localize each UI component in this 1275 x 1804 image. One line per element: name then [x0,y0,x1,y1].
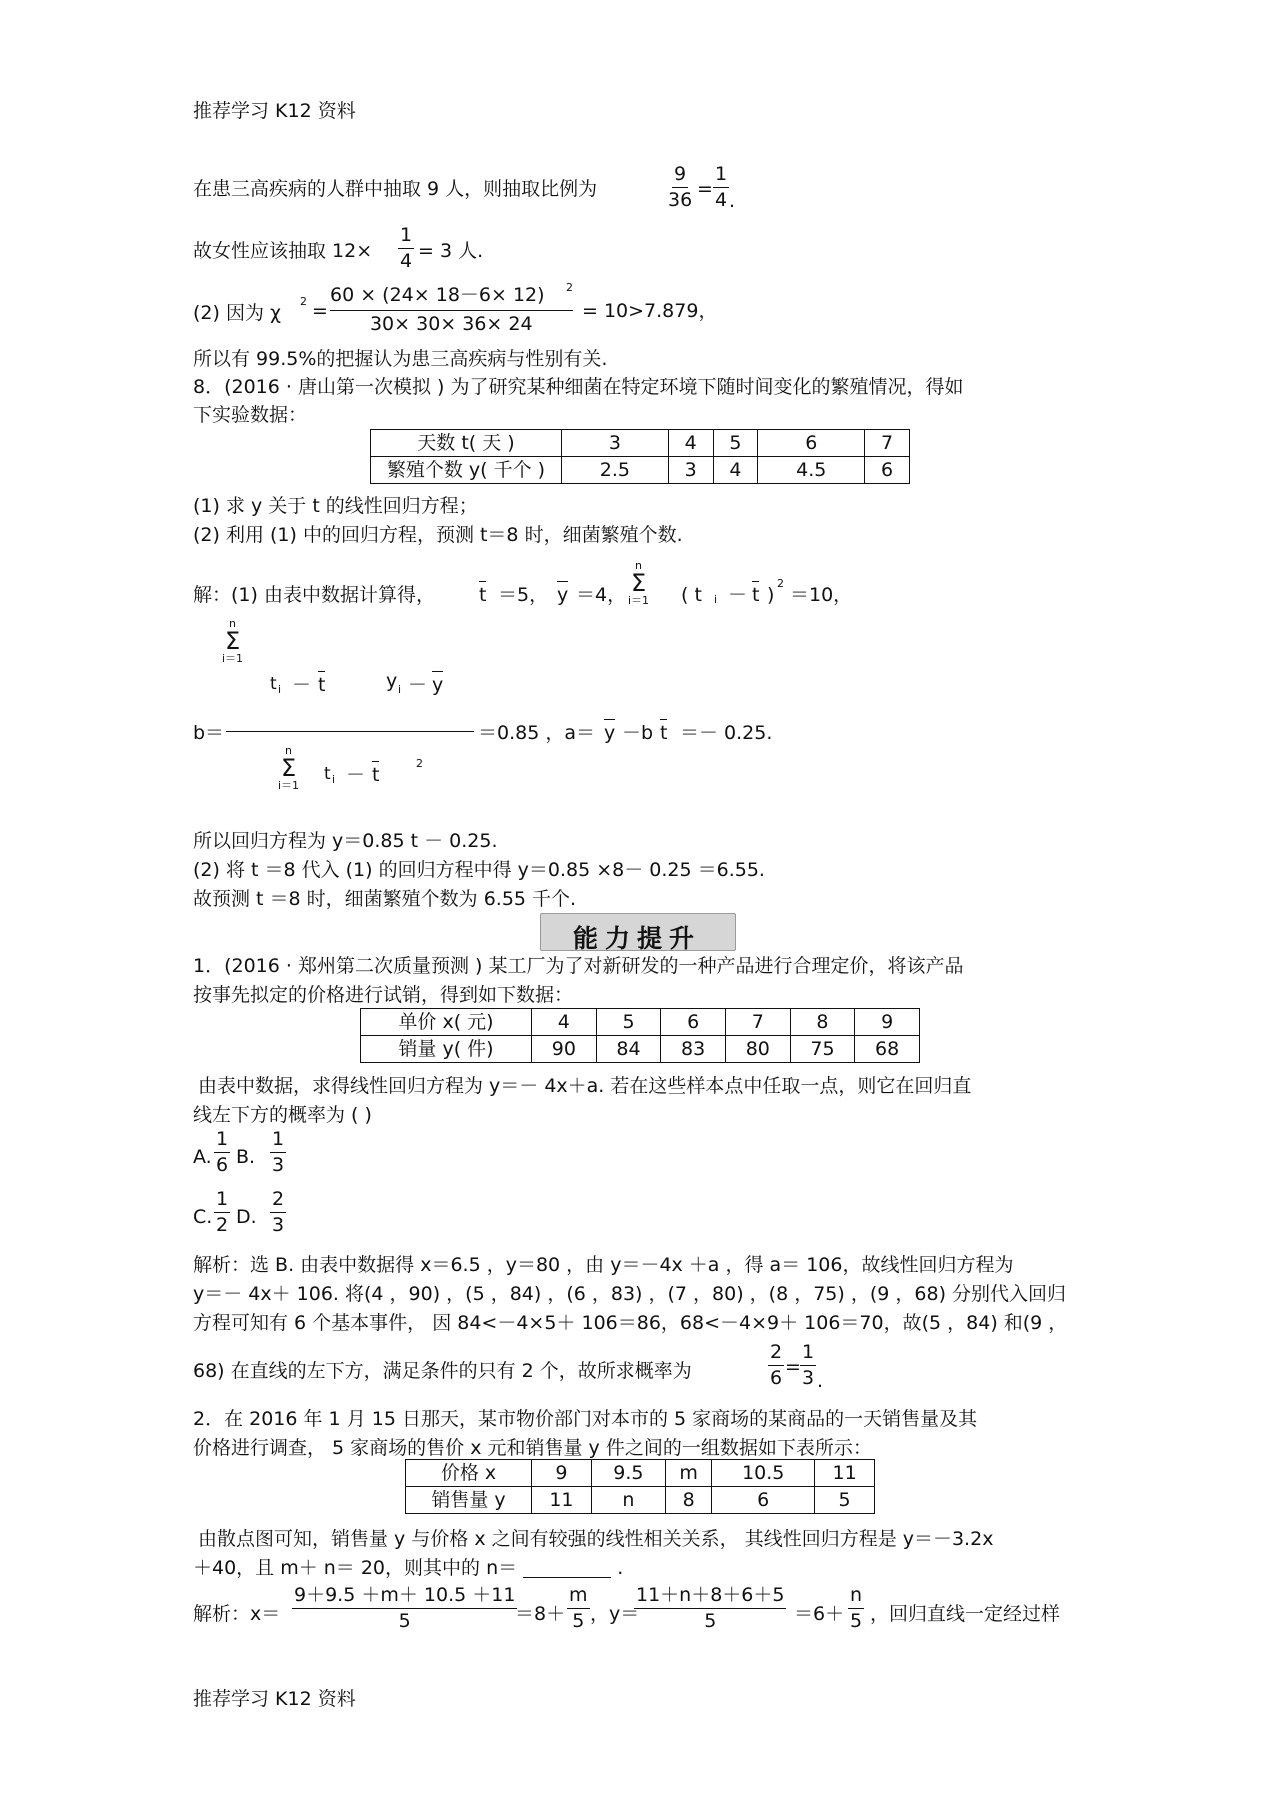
text-line: (2) 将 t ＝8 代入 (1) 的回归方程中得 y＝0.85 ×8－ 0.25 ＝6.55. [193,859,765,881]
subscript: i [398,683,402,696]
table-row [406,1487,875,1514]
text-span: ＋40，且 m＋ n＝ 20，则其中的 n＝ [193,1557,518,1579]
formula-term: y [386,670,398,692]
text-line: ＝6＋ [794,1603,845,1625]
y-bar: y [604,722,616,744]
t-bar: t [318,674,326,696]
table-cell: 7 [865,430,910,457]
numerator: n [848,1586,864,1609]
table-cell: 84 [596,1036,661,1063]
denominator: 2 [216,1214,229,1236]
table-cell: 90 [532,1036,597,1063]
fraction [848,1586,864,1631]
table-cell: 4 [532,1009,597,1036]
text-line: ＝4， [576,584,627,606]
numerator: 11＋n＋8＋6＋5 [634,1586,786,1609]
numerator: 1 [270,1130,286,1153]
text-line: 线左下方的概率为 ( ) [193,1104,372,1126]
superscript: 2 [300,295,307,308]
formula-term: t [324,764,331,784]
subscript: i [714,593,718,606]
period: . [617,1557,624,1579]
table-cell: 9 [855,1009,920,1036]
table-header-cell: 天数 t( 天 ) [371,430,562,457]
text-line: 由散点图可知，销售量 y 与价格 x 之间有较强的线性相关关系， 其线性回归方程是 y＝－3.2x [198,1528,994,1550]
text-line: ( t [681,584,702,606]
sigma-icon: Σ [224,627,241,655]
text-line [193,1559,623,1578]
table-cell: 83 [661,1036,726,1063]
denominator: 36 [668,189,693,211]
table-cell: 3 [562,430,669,457]
table-row [406,1460,875,1487]
sum-upper: n [635,559,643,572]
t-bar: t [660,722,668,744]
numerator: m [567,1586,590,1609]
text-line: ＝10， [790,584,853,606]
answer-blank[interactable] [523,1560,611,1578]
equals: = [697,178,713,200]
text-line: 价格进行调查， 5 家商场的售价 x 元和销售量 y 件之间的一组数据如下表所示： [193,1437,872,1459]
table-cell: 11 [532,1487,592,1514]
fraction [567,1586,590,1631]
period: . [729,190,736,212]
denominator: 5 [704,1610,717,1632]
page-footer: 推荐学习 K12 资料 [193,1688,356,1710]
t-bar: t [479,584,487,606]
table-cell: 6 [712,1487,815,1514]
numerator: 2 [768,1343,784,1366]
denominator: 30× 30× 36× 24 [369,313,533,335]
fraction [292,1586,517,1631]
text-line: 由表中数据，求得线性回归方程为 y＝－ 4x＋a. 若在这些样本点中任取一点，则它在回归直 [198,1075,972,1097]
data-table-sales [405,1459,875,1514]
table-cell: 3 [668,457,713,484]
table-cell: 10.5 [712,1460,815,1487]
table-cell: 2.5 [562,457,669,484]
table-cell: 9 [532,1460,592,1487]
summation [628,560,649,606]
table-header-cell: 销量 y( 件) [361,1036,532,1063]
data-table-price [360,1008,920,1063]
fraction [768,1343,784,1388]
denominator: 4 [400,250,413,272]
fraction [398,226,414,271]
t-bar: t [752,584,760,606]
text-line: ＝5， [498,584,549,606]
text-line: 所以有 99.5%的把握认为患三高疾病与性别有关. [193,348,608,370]
banner-title: 能力提升 [573,924,702,953]
superscript: 2 [416,757,423,770]
mean-symbol [432,676,443,695]
fraction [270,1190,286,1235]
denominator: 5 [398,1610,411,1632]
text-line: = 3 人. [418,240,484,262]
fraction [713,165,729,210]
text-line: (2) 利用 (1) 中的回归方程，预测 t＝8 时，细菌繁殖个数. [193,524,683,546]
t-bar: t [372,764,380,786]
table-cell: 4 [668,430,713,457]
sum-upper: n [229,617,237,630]
mean-symbol [660,724,667,743]
formula-term: － [292,674,312,696]
text-line: 下实验数据： [193,404,308,426]
text-line: ) [767,584,775,606]
text-line: 解析：x＝ [193,1603,281,1625]
question-8: 8．(2016 · 唐山第一次模拟 ) 为了研究某种细菌在特定环境下随时间变化的繁殖情况，得如 [193,376,964,398]
table-header-cell: 单价 x( 元) [361,1009,532,1036]
sum-upper: n [285,744,293,757]
chi-square-fraction [330,286,573,334]
table-cell: 8 [790,1009,855,1036]
table-cell: 11 [815,1460,875,1487]
b-label: b＝ [193,722,225,744]
sigma-icon: Σ [630,569,647,597]
page-header: 推荐学习 K12 资料 [193,100,356,122]
denominator: 6 [216,1154,229,1176]
y-bar: y [432,674,444,696]
text-line: 方程可知有 6 个基本事件， 因 84<－4×5＋ 106＝86，68<－4×9＋ 106＝70，故(5 ，84) 和(9 ， [193,1312,1068,1334]
y-bar: y [557,584,569,606]
table-cell: 75 [790,1036,855,1063]
equals: = [312,300,328,322]
table-cell: 8 [665,1487,711,1514]
mean-symbol [318,676,325,695]
table-cell: 4 [713,457,758,484]
table-cell: 6 [865,457,910,484]
table-cell: 9.5 [591,1460,665,1487]
denominator: 3 [272,1214,285,1236]
mean-symbol [604,724,615,743]
period: . [817,1370,824,1392]
mean-symbol [479,586,486,605]
text-line: (1) 求 y 关于 t 的线性回归方程； [193,495,478,517]
fraction [214,1190,230,1235]
table-cell: 80 [725,1036,790,1063]
question-2: 2．在 2016 年 1 月 15 日那天，某市物价部门对本市的 5 家商场的某商品的一天销售量及其 [193,1408,978,1430]
sigma-icon: Σ [280,754,297,782]
text-line: 解析：选 B. 由表中数据得 x＝6.5 ，y＝80 ，由 y＝－4x ＋a ，得 a＝ 106，故线性回归方程为 [193,1254,1014,1276]
text-line: －b [622,722,654,744]
table-cell: 6 [661,1009,726,1036]
section-banner [540,913,736,951]
text-line: 68) 在直线的左下方，满足条件的只有 2 个，故所求概率为 [193,1360,692,1382]
text-line: = 10>7.879， [582,300,718,322]
numerator: 1 [713,165,729,188]
mean-symbol [372,766,379,785]
option-c: C. [193,1206,213,1228]
table-row [371,457,910,484]
summation [222,618,243,664]
text-line: 在患三高疾病的人群中抽取 9 人，则抽取比例为 [193,178,598,200]
text-line: 故预测 t ＝8 时，细菌繁殖个数为 6.55 千个. [193,888,577,910]
summation [278,745,299,791]
formula-term: － [346,764,366,786]
numerator: 9＋9.5 ＋m＋ 10.5 ＋11 [292,1586,517,1609]
text-line: ＝0.85 ，a＝ [478,722,595,744]
table-cell: 6 [758,430,865,457]
superscript: 2 [566,281,573,294]
sum-lower: i＝1 [278,779,300,792]
subscript: i [278,683,282,696]
numerator: 1 [800,1343,816,1366]
fraction [214,1130,230,1175]
sum-lower: i＝1 [222,652,244,665]
data-table-bacteria [370,429,910,484]
numerator: 1 [214,1130,230,1153]
table-row [361,1036,920,1063]
formula-term: t [270,674,277,694]
table-header-cell: 价格 x [406,1460,532,1487]
table-cell: m [665,1460,711,1487]
table-cell: 5 [596,1009,661,1036]
table-header-cell: 销售量 y [406,1487,532,1514]
numerator: 1 [214,1190,230,1213]
fraction [270,1130,286,1175]
table-header-cell: 繁殖个数 y( 千个 ) [371,457,562,484]
numerator: 2 [270,1190,286,1213]
formula-term: － [408,674,428,696]
table-row [371,430,910,457]
text-line: － [728,584,748,606]
subscript: i [332,773,336,786]
denominator: 5 [849,1610,863,1632]
table-cell: 5 [713,430,758,457]
text-line: ，回归直线一定经过样 [870,1603,1061,1625]
text-line: 按事先拟定的价格进行试销，得到如下数据： [193,984,574,1006]
text-line: ，y＝ [590,1603,640,1625]
denominator: 5 [572,1610,585,1632]
text-line: ＝8＋ [515,1603,566,1625]
denominator: 6 [770,1367,783,1389]
denominator: 3 [802,1367,815,1389]
equals: = [785,1356,801,1378]
table-cell: 4.5 [758,457,865,484]
table-cell: 7 [725,1009,790,1036]
numerator: 1 [398,226,414,249]
option-d: D. [236,1206,257,1228]
text-line: y＝－ 4x＋ 106. 将(4 ，90) ，(5 ，84) ，(6 ，83) ，(7 ，80) ，(8 ，75) ，(9 ，68) 分别代入回归 [193,1283,1067,1305]
option-b: B. [236,1146,256,1168]
fraction [668,165,692,210]
superscript: 2 [777,577,784,590]
text-line: ＝－ 0.25. [680,722,773,744]
denominator: 3 [272,1154,285,1176]
fraction [634,1586,786,1631]
fraction-bar [226,731,474,732]
text-line: 解：(1) 由表中数据计算得， [193,584,435,606]
option-a: A. [193,1146,212,1168]
text-line: 故女性应该抽取 12× [193,240,373,262]
numerator: 60 × (24× 18－6× 12) [330,286,573,311]
sum-lower: i＝1 [628,594,650,607]
text-line: (2) 因为 χ [193,302,281,324]
numerator: 9 [672,165,688,188]
table-cell: 68 [855,1036,920,1063]
mean-symbol [557,586,568,605]
denominator: 4 [715,189,728,211]
text-line: 所以回归方程为 y＝0.85 t － 0.25. [193,830,498,852]
question-1: 1．(2016 · 郑州第二次质量预测 ) 某工厂为了对新研发的一种产品进行合理定价，将该产品 [193,955,964,977]
table-cell: n [591,1487,665,1514]
mean-symbol [752,586,759,605]
table-cell: 5 [815,1487,875,1514]
table-row [361,1009,920,1036]
fraction [800,1343,816,1388]
